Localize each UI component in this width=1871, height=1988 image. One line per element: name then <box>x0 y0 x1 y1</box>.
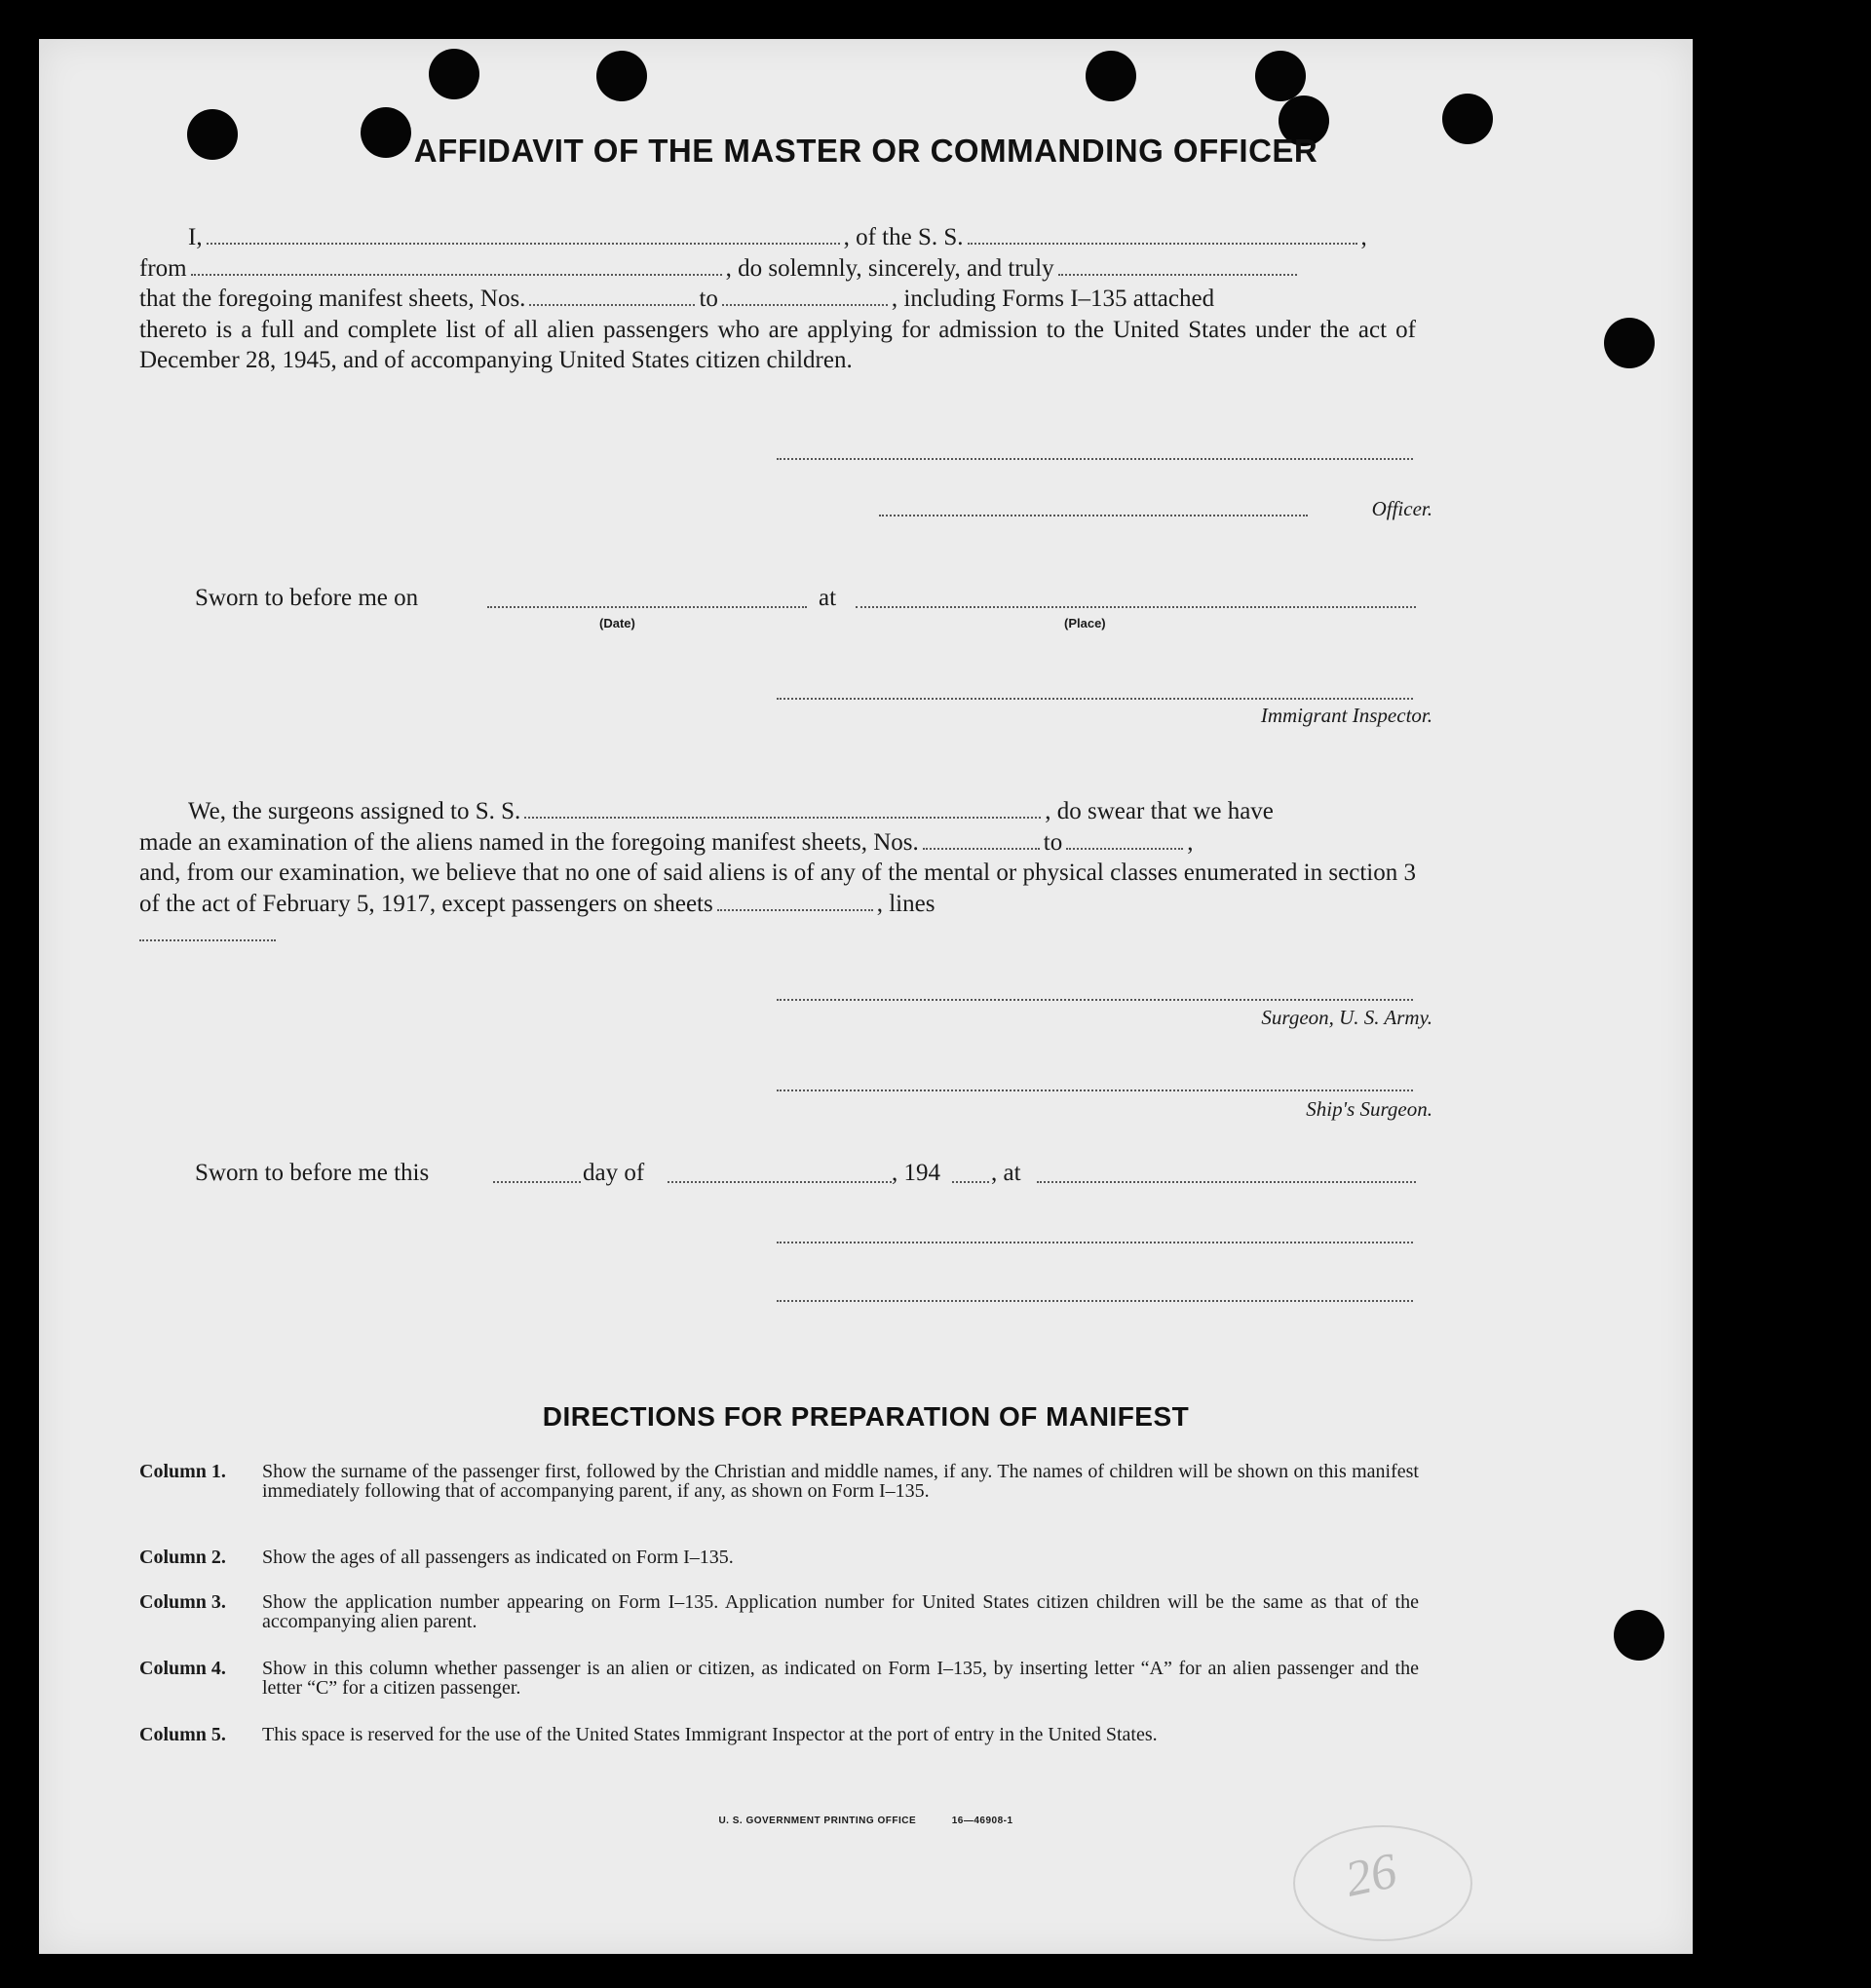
column-label: Column 2. <box>139 1547 226 1568</box>
sworn-place-field[interactable] <box>856 606 1416 608</box>
officer2-signature-line[interactable] <box>777 1242 1413 1243</box>
column-text: Show the ages of all passengers as indicated on Form I–135. <box>262 1547 734 1568</box>
surgeons-body <box>139 858 1416 919</box>
surgeons-affidavit <box>139 796 1416 950</box>
sworn-month-field[interactable] <box>668 1181 892 1183</box>
army-surgeon-caption: Surgeon, U. S. Army. <box>1261 1006 1432 1029</box>
stamp-number: 26 <box>1340 1843 1402 1908</box>
ship-surgeon-signature-line[interactable] <box>777 1090 1413 1091</box>
surgeons-ship-field[interactable] <box>524 816 1041 819</box>
place-caption: (Place) <box>1064 616 1106 631</box>
sheet-from-field[interactable] <box>529 303 695 306</box>
column-text: Show in this column whether passenger is an alien or citizen, as indicated on Form I–135, by inserting letter “A” for an alien passenger and the letter “C” for a citizen passenger. <box>262 1658 1419 1699</box>
affiant-label: I, <box>188 224 203 250</box>
punch-hole <box>1255 51 1306 101</box>
swear-label: , do swear that we have <box>1045 798 1274 824</box>
sworn-this-label: Sworn to before me this <box>195 1160 430 1186</box>
sheets-label: that the foregoing manifest sheets, Nos. <box>139 286 526 312</box>
master-name-field[interactable] <box>207 242 840 245</box>
including-label: , including Forms I–135 attached <box>891 286 1215 312</box>
officer-signature-line[interactable] <box>879 515 1308 516</box>
column-text: Show the application number appearing on Form I–135. Application number for United States citizen children will be the same as that of the accompanying alien parent. <box>262 1591 1419 1632</box>
sheet-to-field[interactable] <box>722 303 888 306</box>
title-signature-line[interactable] <box>777 1300 1413 1302</box>
directions-title: DIRECTIONS FOR PREPARATION OF MANIFEST <box>542 1401 1190 1432</box>
column-label: Column 1. <box>139 1461 226 1482</box>
ship-surgeon-caption: Ship's Surgeon. <box>1306 1097 1432 1121</box>
column-text: This space is reserved for the use of the United States Immigrant Inspector at the port of entry in the United States. <box>262 1724 1158 1745</box>
at-label: at <box>819 585 837 611</box>
form-page <box>39 39 1693 1954</box>
surgeons-label: We, the surgeons assigned to S. S. <box>188 798 521 824</box>
column-label: Column 5. <box>139 1724 226 1745</box>
column-text: Show the surname of the passenger first, followed by the Christian and middle names, if any. The names of children will be shown on this manifest immediately following that of accompanying parent, if any, as shown on Form I–135. <box>262 1461 1419 1502</box>
except-lines-field[interactable] <box>139 938 276 941</box>
printer-imprint <box>39 1816 1693 1826</box>
at-place-label: , at <box>991 1160 1021 1186</box>
affidavit-body: thereto is a full and complete list of all alien passengers who are applying for admission to the United States under the act of December 28, 1945, and of accompanying United States citizen children. <box>139 316 1416 373</box>
from-port-field[interactable] <box>191 273 722 276</box>
punch-hole <box>596 51 647 101</box>
date-caption: (Date) <box>599 616 635 631</box>
sworn-before-label: Sworn to before me on <box>195 585 419 611</box>
punch-hole <box>429 49 479 99</box>
comma: , <box>1187 828 1194 856</box>
form-code: 16—46908-1 <box>951 1816 1013 1826</box>
punch-hole <box>1614 1610 1664 1661</box>
page-number-stamp <box>1293 1825 1472 1941</box>
surgeons-body-text: and, from our examination, we believe that no one of said aliens is of any of the mental or physical classes enumerated in section 3 of the act of February 5, 1917, except passengers on sheets <box>139 860 1416 917</box>
oath-field[interactable] <box>1058 273 1297 276</box>
exam-sheet-to-field[interactable] <box>1066 847 1183 850</box>
punch-hole <box>1604 318 1655 368</box>
master-affidavit: I, , of the S. S. , from , do solemnly, sincerely, and truly that the foregoing manifest sheets, Nos. to , including Forms I–135 attached thereto is a full and complete list of all alien passengers who are applying for admission to the United States under the act of December 28, 1945, and of accompanying United States citizen children. <box>139 222 1416 376</box>
solemnly-label: , do solemnly, sincerely, and truly <box>725 254 1054 282</box>
sworn-day-field[interactable] <box>493 1181 581 1183</box>
day-of-label: day of <box>583 1160 645 1186</box>
except-sheets-field[interactable] <box>717 908 873 911</box>
exam-to-label: to <box>1043 828 1063 856</box>
sworn-date-field[interactable] <box>487 606 807 608</box>
officer-caption: Officer. <box>1371 497 1432 520</box>
printer-name: U. S. GOVERNMENT PRINTING OFFICE <box>718 1816 917 1826</box>
of-ss-label: , of the S. S. <box>843 224 964 250</box>
sworn-year-field[interactable] <box>952 1181 989 1183</box>
year-label: , 194 <box>892 1160 940 1186</box>
lines-label: , lines <box>876 890 936 917</box>
inspector-caption: Immigrant Inspector. <box>1260 704 1432 727</box>
form-title: AFFIDAVIT OF THE MASTER OR COMMANDING OFFICER <box>413 133 1318 169</box>
examination-label: made an examination of the aliens named in the foregoing manifest sheets, Nos. <box>139 828 919 856</box>
exam-sheet-from-field[interactable] <box>923 847 1040 850</box>
from-label: from <box>139 254 187 282</box>
ship-name-field[interactable] <box>968 242 1357 245</box>
column-label: Column 4. <box>139 1658 226 1679</box>
sworn2-place-field[interactable] <box>1037 1181 1416 1183</box>
to-label: to <box>699 286 718 312</box>
army-surgeon-signature-line[interactable] <box>777 999 1413 1001</box>
column-label: Column 3. <box>139 1591 226 1613</box>
signature-line[interactable] <box>777 458 1413 460</box>
inspector-signature-line[interactable] <box>777 698 1413 700</box>
punch-hole <box>1086 51 1136 101</box>
